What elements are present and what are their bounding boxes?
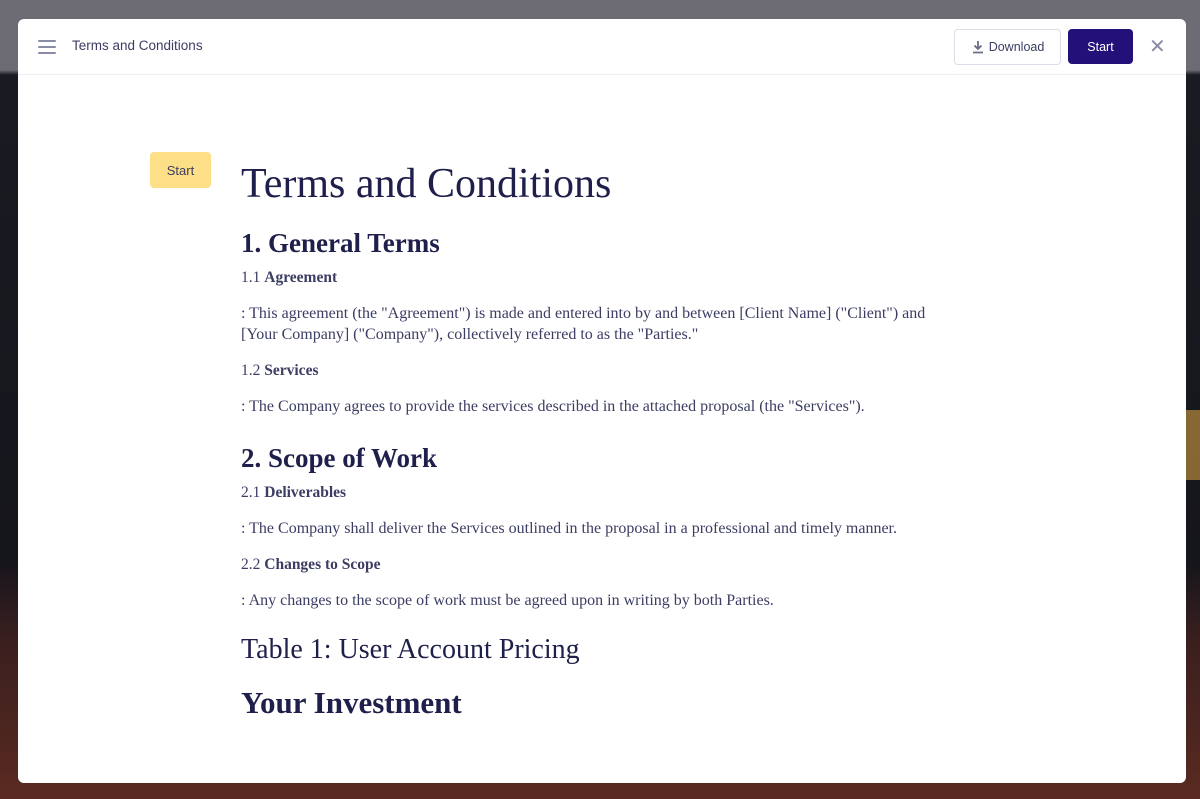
clause-text: : This agreement (the "Agreement") is made and entered into by and between [Client Name] ("Client") and [Your Company] ("Company"), collectively referred to as the "Parties." (241, 305, 926, 343)
clause-text: : The Company agrees to provide the services described in the attached proposal (the "Services"). (241, 398, 865, 415)
table-caption: Table 1: User Account Pricing (241, 634, 580, 665)
clause-heading: 2.1 Deliverables (241, 484, 347, 501)
section-heading: 2. Scope of Work (241, 443, 438, 473)
investment-heading: Your Investment (241, 685, 462, 720)
close-icon[interactable]: ✕ (1149, 36, 1166, 58)
clause-heading: 1.2 Services (241, 362, 319, 379)
document-modal (18, 19, 1186, 783)
download-icon (971, 40, 985, 54)
document-title: Terms and Conditions (241, 161, 612, 207)
menu-icon[interactable] (38, 40, 56, 54)
document-content (241, 159, 961, 727)
clause-text: : The Company shall deliver the Services outlined in the proposal in a professional and timely manner. (241, 520, 897, 537)
start-button[interactable]: Start (1068, 29, 1133, 64)
section-scope-of-work (241, 442, 961, 611)
clause-heading: 2.2 Changes to Scope (241, 556, 381, 573)
start-marker-button[interactable]: Start (150, 152, 211, 188)
clause-text: : Any changes to the scope of work must be agreed upon in writing by both Parties. (241, 592, 774, 609)
modal-header (18, 19, 1186, 75)
clause-heading: 1.1 Agreement (241, 269, 338, 286)
section-heading: 1. General Terms (241, 228, 440, 258)
download-label: Download (988, 40, 1045, 54)
section-general-terms (241, 227, 961, 417)
download-button[interactable] (954, 29, 1061, 65)
modal-title: Terms and Conditions (72, 38, 203, 53)
